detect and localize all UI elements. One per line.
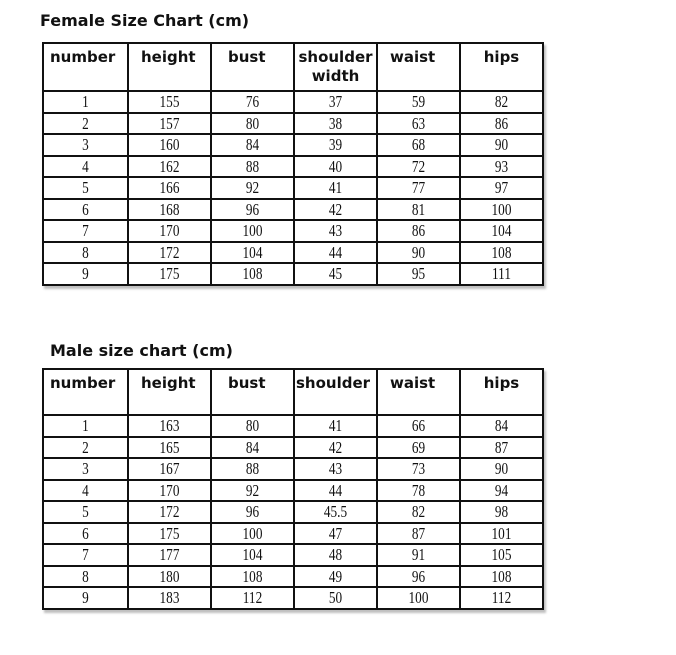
cell-height: 180 (137, 566, 202, 588)
cell-number: 1 (52, 91, 118, 113)
cell-number: 5 (52, 501, 118, 523)
table-row (43, 480, 543, 502)
cell-shoulder: 45 (303, 263, 368, 285)
cell-number: 6 (52, 523, 118, 545)
cell-height: 172 (137, 501, 202, 523)
cell-hips: 104 (469, 220, 534, 242)
cell-bust: 80 (220, 113, 285, 135)
cell-hips: 94 (469, 480, 534, 502)
cell-bust: 100 (220, 220, 285, 242)
cell-shoulder: 38 (303, 113, 368, 135)
cell-hips: 101 (469, 523, 534, 545)
cell-height: 175 (137, 263, 202, 285)
table-row (43, 437, 543, 459)
table-row (43, 263, 543, 285)
cell-number: 3 (52, 458, 118, 480)
cell-bust: 84 (220, 134, 285, 156)
cell-number: 3 (52, 134, 118, 156)
column-header-waist: waist (377, 369, 460, 415)
cell-number: 9 (52, 587, 118, 609)
cell-height: 170 (137, 220, 202, 242)
cell-height: 177 (137, 544, 202, 566)
column-header-number: number (43, 369, 128, 415)
cell-hips: 93 (469, 156, 534, 178)
cell-height: 163 (137, 415, 202, 437)
cell-hips: 98 (469, 501, 534, 523)
cell-waist: 100 (386, 587, 451, 609)
column-header-bust: bust (211, 369, 294, 415)
header-row (43, 43, 543, 91)
column-header-hips: hips (460, 369, 543, 415)
cell-hips: 108 (469, 242, 534, 264)
female-size-table (42, 42, 544, 286)
table-row (43, 544, 543, 566)
cell-number: 2 (52, 437, 118, 459)
cell-hips: 112 (469, 587, 534, 609)
cell-shoulder: 43 (303, 458, 368, 480)
table-row (43, 523, 543, 545)
cell-hips: 86 (469, 113, 534, 135)
cell-hips: 105 (469, 544, 534, 566)
cell-height: 170 (137, 480, 202, 502)
cell-height: 155 (137, 91, 202, 113)
cell-number: 5 (52, 177, 118, 199)
table-row (43, 458, 543, 480)
column-header-bust: bust (211, 43, 294, 91)
cell-shoulder: 44 (303, 242, 368, 264)
column-header-height: height (128, 43, 211, 91)
cell-shoulder: 42 (303, 437, 368, 459)
cell-bust: 104 (220, 242, 285, 264)
cell-shoulder: 44 (303, 480, 368, 502)
cell-waist: 66 (386, 415, 451, 437)
cell-height: 168 (137, 199, 202, 221)
cell-waist: 96 (386, 566, 451, 588)
cell-bust: 96 (220, 199, 285, 221)
table-row (43, 156, 543, 178)
cell-bust: 88 (220, 156, 285, 178)
cell-waist: 73 (386, 458, 451, 480)
cell-bust: 104 (220, 544, 285, 566)
cell-bust: 92 (220, 480, 285, 502)
table-row (43, 113, 543, 135)
cell-number: 1 (52, 415, 118, 437)
cell-height: 165 (137, 437, 202, 459)
cell-number: 6 (52, 199, 118, 221)
female-chart-title: Female Size Chart (cm) (40, 11, 250, 30)
cell-bust: 88 (220, 458, 285, 480)
cell-height: 160 (137, 134, 202, 156)
cell-bust: 76 (220, 91, 285, 113)
column-header-shoulder-width: shoulder width (294, 43, 377, 91)
cell-shoulder: 45.5 (303, 501, 368, 523)
cell-height: 157 (137, 113, 202, 135)
cell-waist: 78 (386, 480, 451, 502)
cell-shoulder: 41 (303, 415, 368, 437)
table-row (43, 134, 543, 156)
cell-waist: 59 (386, 91, 451, 113)
table-row (43, 177, 543, 199)
table-row (43, 415, 543, 437)
cell-waist: 95 (386, 263, 451, 285)
cell-shoulder: 43 (303, 220, 368, 242)
cell-bust: 112 (220, 587, 285, 609)
male-chart-title: Male size chart (cm) (50, 341, 233, 360)
cell-waist: 81 (386, 199, 451, 221)
cell-height: 175 (137, 523, 202, 545)
cell-shoulder: 39 (303, 134, 368, 156)
cell-number: 2 (52, 113, 118, 135)
cell-number: 8 (52, 242, 118, 264)
cell-number: 7 (52, 544, 118, 566)
cell-waist: 87 (386, 523, 451, 545)
column-header-waist: waist (377, 43, 460, 91)
cell-shoulder: 48 (303, 544, 368, 566)
cell-bust: 84 (220, 437, 285, 459)
cell-bust: 100 (220, 523, 285, 545)
cell-hips: 108 (469, 566, 534, 588)
cell-waist: 86 (386, 220, 451, 242)
table-row (43, 501, 543, 523)
table-row (43, 242, 543, 264)
table-row (43, 587, 543, 609)
cell-waist: 77 (386, 177, 451, 199)
cell-hips: 87 (469, 437, 534, 459)
cell-hips: 100 (469, 199, 534, 221)
cell-shoulder: 40 (303, 156, 368, 178)
cell-waist: 69 (386, 437, 451, 459)
table-row (43, 91, 543, 113)
column-header-hips: hips (460, 43, 543, 91)
cell-hips: 82 (469, 91, 534, 113)
column-header-number: number (43, 43, 128, 91)
table-row (43, 220, 543, 242)
cell-number: 4 (52, 480, 118, 502)
table-row (43, 566, 543, 588)
cell-waist: 63 (386, 113, 451, 135)
cell-waist: 72 (386, 156, 451, 178)
header-row (43, 369, 543, 415)
cell-shoulder: 37 (303, 91, 368, 113)
cell-height: 166 (137, 177, 202, 199)
cell-bust: 108 (220, 566, 285, 588)
cell-number: 9 (52, 263, 118, 285)
cell-height: 162 (137, 156, 202, 178)
cell-bust: 80 (220, 415, 285, 437)
column-header-shoulder: shoulder (294, 369, 377, 415)
cell-number: 7 (52, 220, 118, 242)
cell-number: 8 (52, 566, 118, 588)
cell-waist: 91 (386, 544, 451, 566)
cell-shoulder: 47 (303, 523, 368, 545)
table-row (43, 199, 543, 221)
cell-bust: 92 (220, 177, 285, 199)
cell-waist: 82 (386, 501, 451, 523)
cell-hips: 84 (469, 415, 534, 437)
cell-hips: 97 (469, 177, 534, 199)
cell-shoulder: 42 (303, 199, 368, 221)
column-header-height: height (128, 369, 211, 415)
cell-number: 4 (52, 156, 118, 178)
cell-hips: 90 (469, 134, 534, 156)
cell-hips: 111 (469, 263, 534, 285)
male-size-table (42, 368, 544, 610)
cell-shoulder: 50 (303, 587, 368, 609)
cell-bust: 108 (220, 263, 285, 285)
cell-bust: 96 (220, 501, 285, 523)
cell-height: 172 (137, 242, 202, 264)
cell-shoulder: 41 (303, 177, 368, 199)
cell-shoulder: 49 (303, 566, 368, 588)
cell-waist: 90 (386, 242, 451, 264)
cell-height: 167 (137, 458, 202, 480)
cell-height: 183 (137, 587, 202, 609)
cell-waist: 68 (386, 134, 451, 156)
cell-hips: 90 (469, 458, 534, 480)
